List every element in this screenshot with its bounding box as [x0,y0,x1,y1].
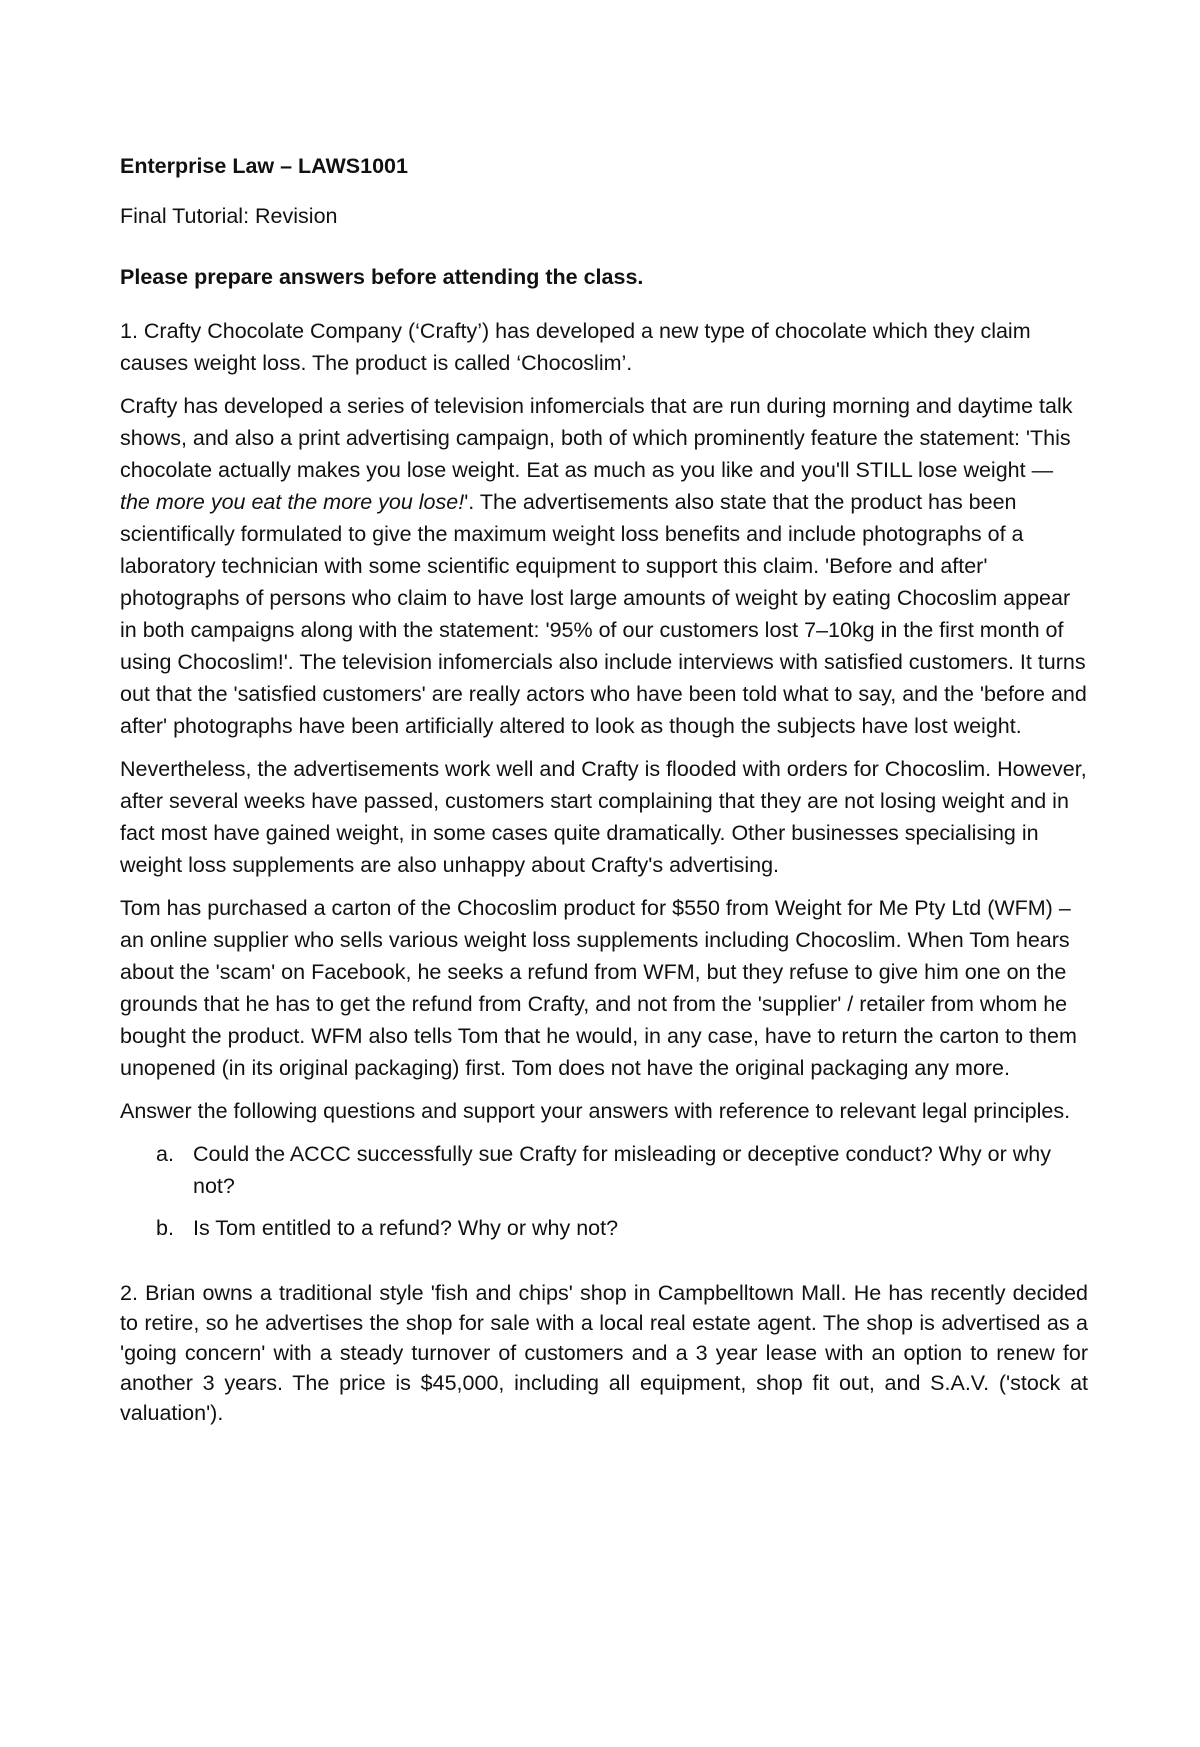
subquestion-text: Is Tom entitled to a refund? Why or why not? [193,1216,619,1240]
advertising-slogan-italic: the more you eat the more you lose! [120,490,465,514]
question-1-intro: 1. Crafty Chocolate Company (‘Crafty’) has developed a new type of chocolate which they claim causes weight loss. The product is called ‘Chocoslim’. [120,319,1031,375]
subquestion-text: Could the ACCC successfully sue Crafty for misleading or deceptive conduct? Why or why not? [193,1142,1051,1198]
advertising-text-end: '. The advertisements also state that the product has been scientifically formulated to give the maximum weight loss benefits and include photographs of a laboratory technician with some scientific equipment to support this claim. 'Before and after' photographs of persons who claim to have lost large amounts of weight by eating Chocoslim appear in both campaigns along with the statement: '95% of our customers lost 7–10kg in the first month of using Chocoslim!'. The television infomercials also include interviews with satisfied customers. It turns out that the 'satisfied customers' are really actors who have been told what to say, and the 'before and after' photographs have been artificially altered to look as though the subjects have lost weight. [120,490,1087,738]
question-1-advertising-paragraph [120,390,1088,742]
document-title: Enterprise Law – LAWS1001 [120,154,408,178]
subquestion-marker: b. [156,1216,174,1240]
question-1-instructions: Answer the following questions and support your answers with reference to relevant legal principles. [120,1099,1071,1123]
question-1-subquestions [120,1138,1088,1244]
question-2-intro: 2. Brian owns a traditional style 'fish and chips' shop in Campbelltown Mall. He has recently decided to retire, so he advertises the shop for sale with a local real estate agent. The shop is advertised as a 'going concern' with a steady turnover of customers and a 3 year lease with an option to renew for another 3 years. The price is $45,000, including all equipment, shop fit out, and S.A.V. ('stock at valuation'). [120,1281,1088,1425]
preparation-instruction: Please prepare answers before attending the class. [120,265,644,289]
question-1-tom-paragraph: Tom has purchased a carton of the Chocoslim product for $550 from Weight for Me Pty Ltd (WFM) – an online supplier who sells various weight loss supplements including Chocoslim. When Tom hears about the 'scam' on Facebook, he seeks a refund from WFM, but they refuse to give him one on the grounds that he has to get the refund from Crafty, and not from the 'supplier' / retailer from whom he bought the product. WFM also tells Tom that he would, in any case, have to return the carton to them unopened (in its original packaging) first. Tom does not have the original packaging any more. [120,896,1077,1080]
advertising-text-start: Crafty has developed a series of television infomercials that are run during morning and daytime talk shows, and also a print advertising campaign, both of which prominently feature the statement: 'This chocolate actually makes you lose weight. Eat as much as you like and you'll STILL lose weight — [120,394,1073,482]
document-subtitle: Final Tutorial: Revision [120,204,338,228]
document-body [120,150,1088,1439]
subquestion-marker: a. [156,1142,174,1166]
subquestion-a [120,1138,1088,1202]
question-1-complaints-paragraph: Nevertheless, the advertisements work well and Crafty is flooded with orders for Chocoslim. However, after several weeks have passed, customers start complaining that they are not losing weight and in fact most have gained weight, in some cases quite dramatically. Other businesses specialising in weight loss supplements are also unhappy about Crafty's advertising. [120,757,1087,877]
subquestion-b [120,1212,1088,1244]
